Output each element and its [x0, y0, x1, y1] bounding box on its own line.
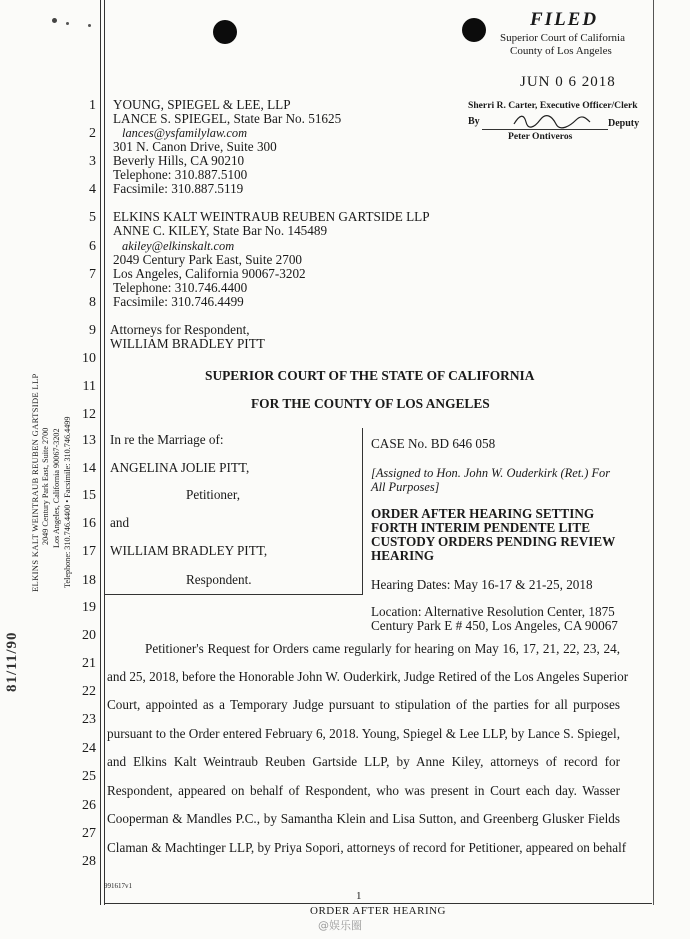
line-number: 20: [82, 628, 96, 643]
punch-hole-left: [213, 20, 237, 44]
firm1-attorney: LANCE S. SPIEGEL, State Bar No. 51625: [113, 111, 342, 126]
body-line: pursuant to the Order entered February 6, 2018. Young, Spiegel & Lee LLP, by Lance S. Spiegel,: [107, 726, 620, 741]
firm1-fax: Facsimile: 310.887.5119: [113, 181, 244, 196]
firm2-address2: Los Angeles, California 90067-3202: [113, 266, 306, 281]
line-number: 21: [82, 656, 96, 671]
line-number: 17: [82, 544, 96, 559]
location-line-1: Location: Alternative Resolution Center, 1875: [371, 604, 615, 619]
margin-line-inner: [104, 0, 105, 905]
firm1-email: lances@ysfamilylaw.com: [122, 126, 248, 140]
sidebar-firm-name: ELKINS KALT WEINTRAUB REUBEN GARTSIDE LLP: [30, 373, 40, 592]
stamp-court-line-1: Superior Court of California: [500, 32, 625, 44]
footer-page-number: 1: [356, 890, 362, 902]
line-number: 15: [82, 488, 96, 503]
firm1-name: YOUNG, SPIEGEL & LEE, LLP: [113, 97, 291, 112]
line-number: 14: [82, 461, 96, 476]
line-number: 3: [89, 154, 96, 169]
line-number: 10: [82, 351, 96, 366]
body-line: Petitioner's Request for Orders came regularly for hearing on May 16, 17, 21, 22, 23, 24,: [145, 641, 620, 656]
line-number: 7: [89, 267, 96, 282]
caption-divider: [362, 428, 363, 595]
sidebar-firm-address: 2049 Century Park East, Suite 2700: [41, 427, 50, 545]
caption-respondent-label: Respondent.: [186, 572, 252, 587]
line-number: 27: [82, 826, 96, 841]
stamp-clerk: Sherri R. Carter, Executive Officer/Clerk: [468, 100, 638, 111]
line-number: 11: [82, 379, 96, 394]
line-number: 19: [82, 600, 96, 615]
scan-speck: [52, 18, 57, 23]
firm2-name: ELKINS KALT WEINTRAUB REUBEN GARTSIDE LLP: [113, 209, 430, 224]
line-number: 2: [89, 126, 96, 141]
scan-speck: [66, 22, 69, 25]
line-number: 26: [82, 798, 96, 813]
order-title-1: ORDER AFTER HEARING SETTING: [371, 506, 595, 521]
hearing-dates: Hearing Dates: May 16-17 & 21-25, 2018: [371, 577, 593, 592]
location-line-2: Century Park E # 450, Los Angeles, CA 90067: [371, 618, 618, 633]
line-number: 22: [82, 684, 96, 699]
firm2-phone: Telephone: 310.746.4400: [113, 280, 248, 295]
stamp-signature: [512, 112, 592, 130]
caption-petitioner-name: ANGELINA JOLIE PITT,: [110, 460, 250, 475]
line-number: 4: [89, 182, 96, 197]
body-line: and 25, 2018, before the Honorable John W. Ouderkirk, Judge Retired of the Los Angeles Superior: [107, 669, 629, 684]
line-number: 24: [82, 741, 96, 756]
caption-bottom-rule: [104, 594, 363, 595]
caption-petitioner-label: Petitioner,: [186, 487, 241, 502]
attorneys-for-label: Attorneys for Respondent,: [110, 322, 250, 337]
stamp-deputy-label: Deputy: [608, 118, 640, 129]
line-number: 28: [82, 854, 96, 869]
margin-line-outer: [100, 0, 101, 905]
firm2-address1: 2049 Century Park East, Suite 2700: [113, 252, 303, 267]
body-line: Claman & Machtinger LLP, by Priya Sopori, attorneys of record for Petitioner, appeared on behalf: [107, 840, 627, 855]
filed-stamp: [462, 8, 652, 142]
order-title-4: HEARING: [371, 548, 435, 563]
stamp-deputy-name: Peter Ontiveros: [508, 131, 573, 142]
line-number: 9: [89, 323, 96, 338]
firm1-address1: 301 N. Canon Drive, Suite 300: [113, 139, 277, 154]
line-number: 6: [89, 239, 96, 254]
footer-title: ORDER AFTER HEARING: [310, 905, 447, 917]
line-number: 18: [82, 573, 96, 588]
firm1-phone: Telephone: 310.887.5100: [113, 167, 248, 182]
body-line: and Elkins Kalt Weintraub Reuben Gartside LLP, by Anne Kiley, attorneys of record for: [107, 754, 620, 769]
case-number: CASE No. BD 646 058: [371, 436, 496, 451]
line-number: 1: [89, 98, 96, 113]
line-number: 12: [82, 407, 96, 422]
line-number: 16: [82, 516, 96, 531]
firm1-address2: Beverly Hills, CA 90210: [113, 153, 245, 168]
case-assigned-2: All Purposes]: [371, 480, 440, 494]
footer-rule: [104, 903, 652, 904]
line-number: 8: [89, 295, 96, 310]
stamp-filed-label: FILED: [530, 9, 599, 30]
firm2-fax: Facsimile: 310.746.4499: [113, 294, 244, 309]
sidebar-firm-phone: Telephone: 310.746.4400 • Facsimile: 310.746.4499: [63, 416, 72, 588]
caption-respondent-name: WILLIAM BRADLEY PITT,: [110, 543, 268, 558]
margin-line-right: [653, 0, 654, 905]
body-line: Court, appointed as a Temporary Judge pursuant to stipulation of the parties for all purposes: [107, 697, 620, 712]
caption-and: and: [110, 515, 130, 530]
county-title: FOR THE COUNTY OF LOS ANGELES: [251, 396, 490, 411]
order-title-2: FORTH INTERIM PENDENTE LITE: [371, 520, 590, 535]
scan-speck: [88, 24, 91, 27]
stamp-by-label: By: [468, 116, 480, 127]
body-line: Respondent, appeared on behalf of Respondent, who was present in Court each day. Wasser: [107, 783, 620, 798]
line-number: 5: [89, 210, 96, 225]
line-number: 25: [82, 769, 96, 784]
line-number: 23: [82, 712, 96, 727]
line-number: 13: [82, 433, 96, 448]
firm2-email: akiley@elkinskalt.com: [122, 239, 235, 253]
sidebar-firm-city: Los Angeles, California 90067-3202: [52, 428, 61, 548]
stamp-court-line-2: County of Los Angeles: [510, 45, 612, 57]
case-assigned-1: [Assigned to Hon. John W. Ouderkirk (Ret.) For: [371, 466, 611, 480]
attorneys-for-name: WILLIAM BRADLEY PITT: [110, 336, 265, 351]
firm2-attorney: ANNE C. KILEY, State Bar No. 145489: [113, 223, 328, 238]
court-title: SUPERIOR COURT OF THE STATE OF CALIFORNIA: [205, 368, 535, 383]
stamp-date: JUN 0 6 2018: [520, 74, 616, 90]
handwritten-margin-note: 81/11/90: [4, 631, 20, 692]
footer-watermark: @娱乐圈: [318, 919, 362, 932]
caption-in-re: In re the Marriage of:: [110, 432, 224, 447]
footer-doc-id: 991617v1: [104, 882, 132, 890]
body-line: Cooperman & Mandles P.C., by Samantha Klein and Lisa Sutton, and Greenberg Glusker Fields: [107, 811, 620, 826]
order-title-3: CUSTODY ORDERS PENDING REVIEW: [371, 534, 616, 549]
